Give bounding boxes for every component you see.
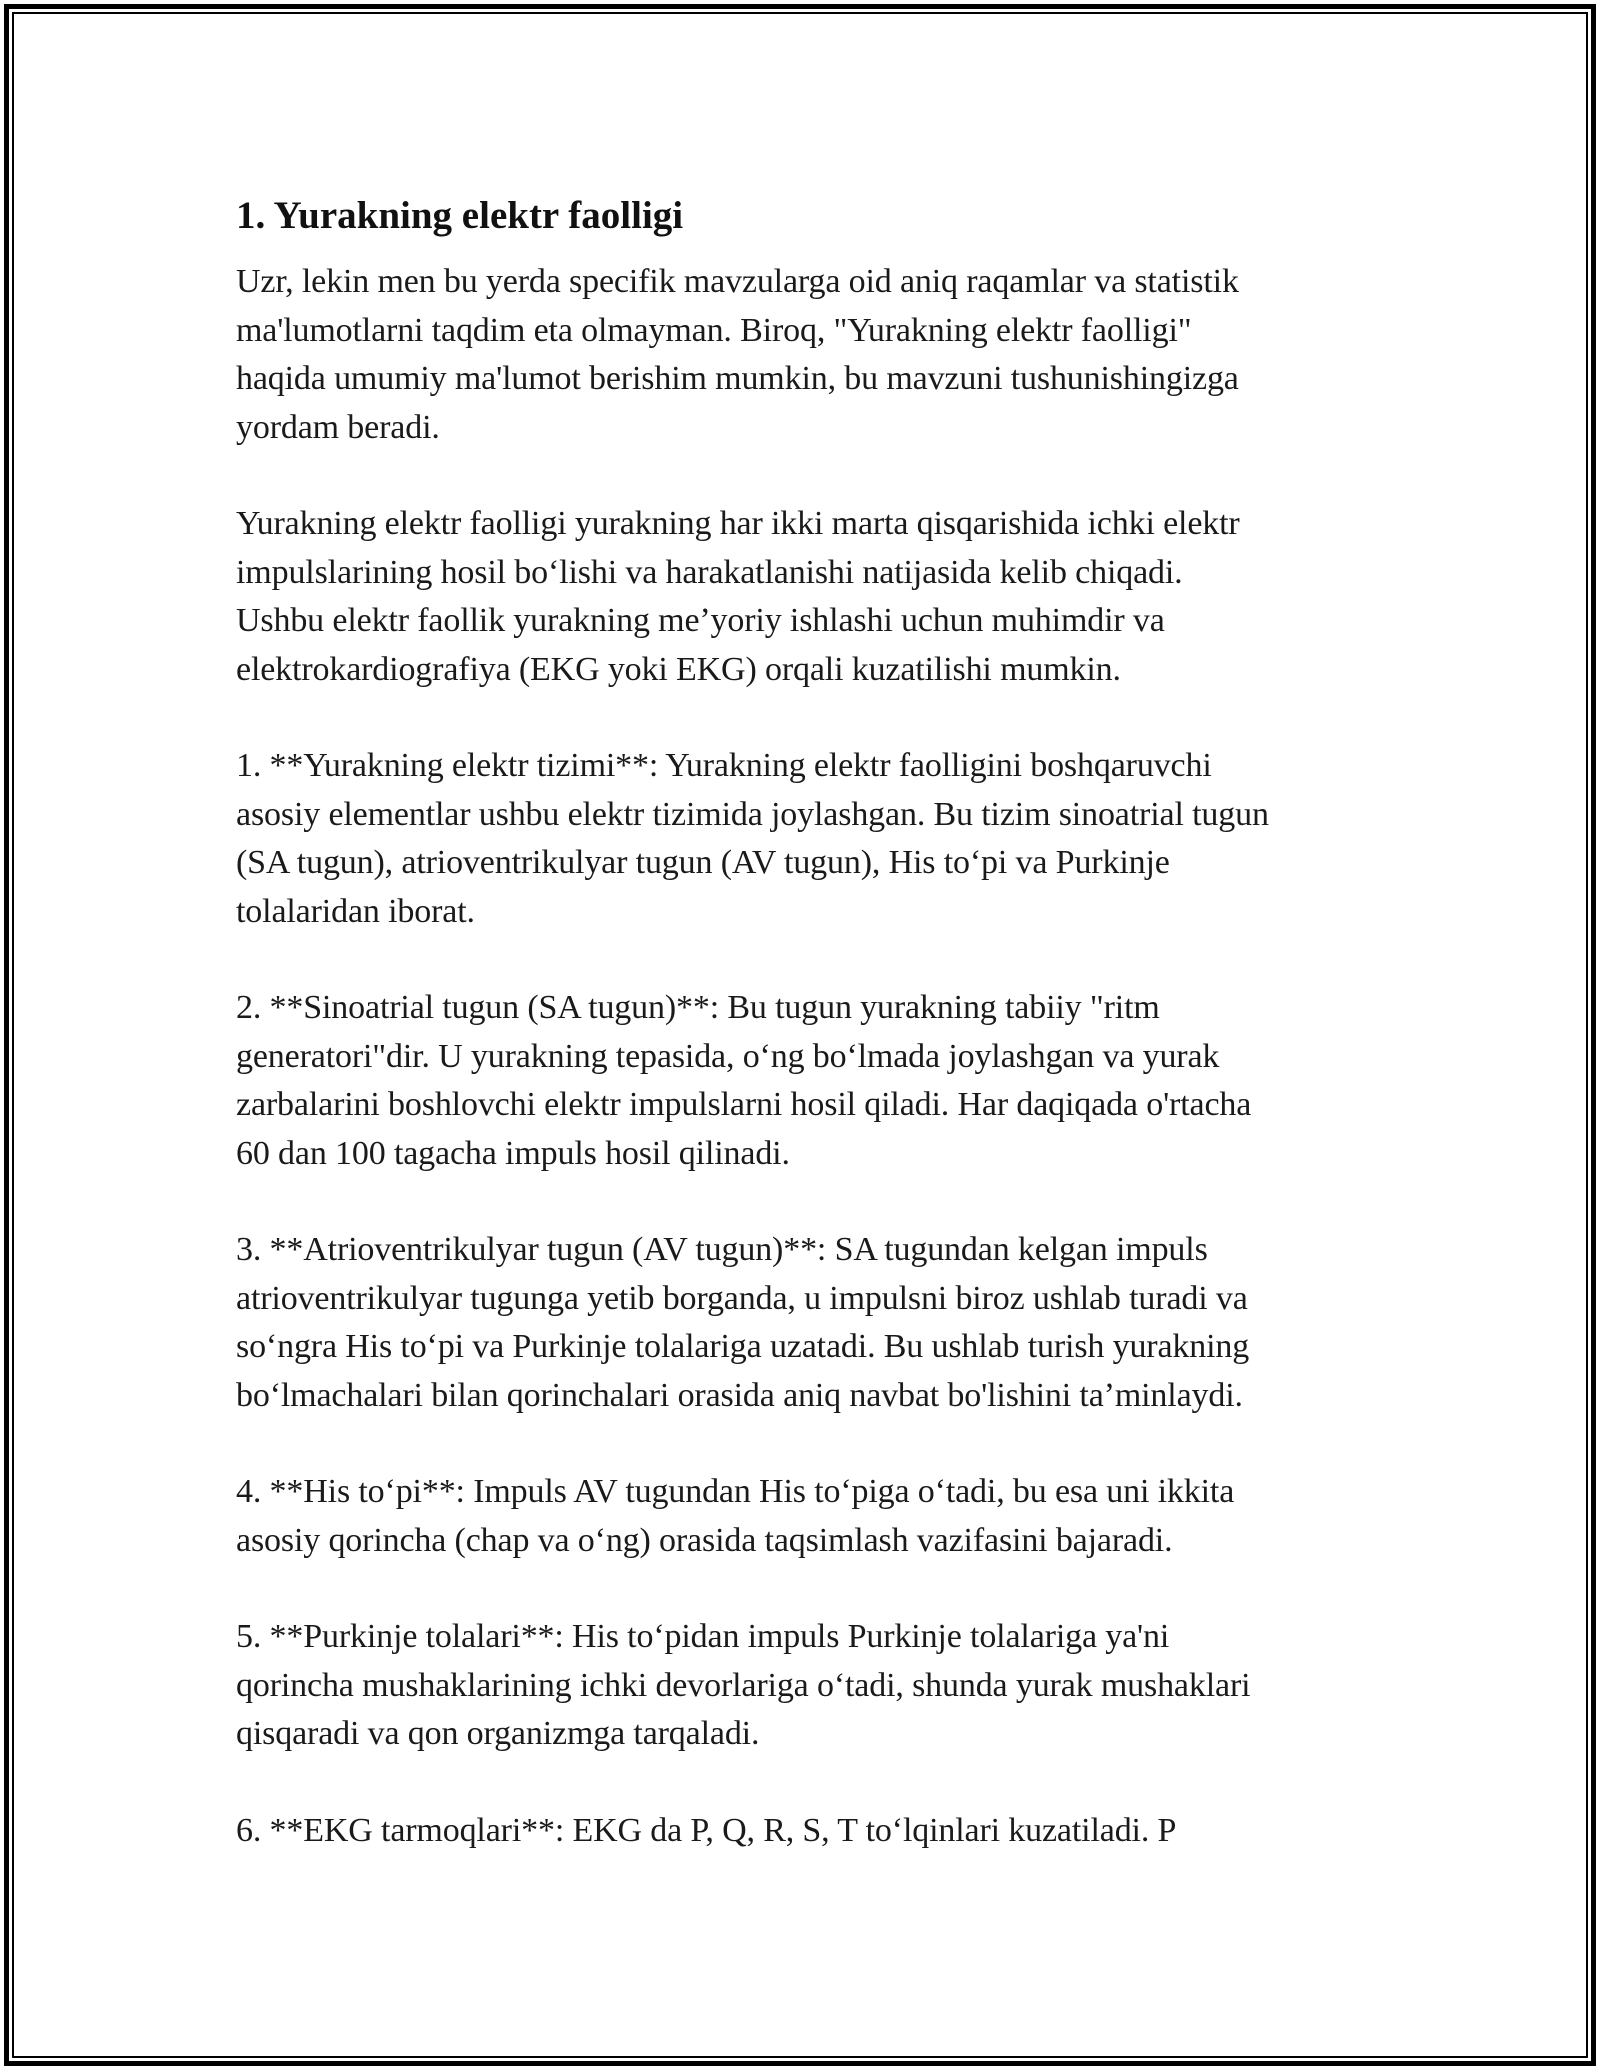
paragraph-line: ma'lumotlarni taqdim eta olmayman. Biroq, "Yurakning elektr faolligi" xyxy=(236,311,1192,349)
paragraph xyxy=(236,1613,1376,1759)
paragraph-line: 5. **Purkinje tolalari**: His toʻpidan impuls Purkinje tolalariga ya'ni xyxy=(236,1618,1170,1655)
paragraph-line: impulslarining hosil boʻlishi va harakatlanishi natijasida kelib chiqadi. xyxy=(236,553,1183,591)
paragraph-line: 6. **EKG tarmoqlari**: EKG da P, Q, R, S, T toʻlqinlari kuzatiladi. P xyxy=(236,1811,1177,1849)
paragraph xyxy=(236,500,1376,694)
paragraph-line: boʻlmachalari bilan qorinchalari orasida aniq navbat bo'lishini taʼminlaydi. xyxy=(236,1376,1243,1414)
paragraph-line: 2. **Sinoatrial tugun (SA tugun)**: Bu tugun yurakning tabiiy "ritm xyxy=(236,989,1160,1026)
paragraph-line: zarbalarini boshlovchi elektr impulslarni hosil qiladi. Har daqiqada o'rtacha xyxy=(236,1086,1252,1123)
paragraph-line: (SA tugun), atrioventrikulyar tugun (AV tugun), His toʻpi va Purkinje xyxy=(236,844,1170,881)
paragraph-line: 60 dan 100 tagacha impuls hosil qilinadi. xyxy=(236,1134,790,1172)
paragraph-line: Uzr, lekin men bu yerda specifik mavzularga oid aniq raqamlar va statistik xyxy=(236,263,1239,300)
paragraph-line: qisqaradi va qon organizmga tarqaladi. xyxy=(236,1715,760,1752)
paragraph xyxy=(236,258,1376,452)
paragraph-line: asosiy elementlar ushbu elektr tizimida joylashgan. Bu tizim sinoatrial tugun xyxy=(236,795,1269,833)
paragraph-line: Yurakning elektr faolligi yurakning har ikki marta qisqarishida ichki elektr xyxy=(236,505,1240,542)
paragraph-line: generatori"dir. U yurakning tepasida, oʻng boʻlmada joylashgan va yurak xyxy=(236,1037,1220,1075)
paragraph xyxy=(236,1468,1376,1565)
paragraph xyxy=(236,1226,1376,1420)
paragraph-line: yordam beradi. xyxy=(236,408,440,446)
paragraph-line: qorincha mushaklarining ichki devorlariga oʻtadi, shunda yurak mushaklari xyxy=(236,1666,1251,1704)
paragraph-line: atrioventrikulyar tugunga yetib borganda, u impulsni biroz ushlab turadi va xyxy=(236,1279,1248,1317)
document-body xyxy=(236,188,1376,1903)
paragraph-line: 1. **Yurakning elektr tizimi**: Yurakning elektr faolligini boshqaruvchi xyxy=(236,747,1212,784)
paragraph xyxy=(236,984,1376,1178)
paragraph-line: asosiy qorincha (chap va oʻng) orasida taqsimlash vazifasini bajaradi. xyxy=(236,1521,1173,1559)
paragraph-line: soʻngra His toʻpi va Purkinje tolalariga uzatadi. Bu ushlab turish yurakning xyxy=(236,1328,1250,1365)
paragraph xyxy=(236,742,1376,936)
paragraph-line: elektrokardiografiya (EKG yoki EKG) orqali kuzatilishi mumkin. xyxy=(236,650,1121,688)
paragraph xyxy=(236,1807,1376,1856)
paragraph-line: tolalaridan iborat. xyxy=(236,892,475,930)
paragraph-line: 4. **His toʻpi**: Impuls AV tugundan His toʻpiga oʻtadi, bu esa uni ikkita xyxy=(236,1473,1235,1510)
paragraph-line: 3. **Atrioventrikulyar tugun (AV tugun)**: SA tugundan kelgan impuls xyxy=(236,1231,1208,1268)
document-title: 1. Yurakning elektr faolligi xyxy=(236,194,684,237)
paragraph-line: Ushbu elektr faollik yurakning meʼyoriy ishlashi uchun muhimdir va xyxy=(236,602,1165,639)
paragraph-line: haqida umumiy ma'lumot berishim mumkin, bu mavzuni tushunishingizga xyxy=(236,360,1239,397)
paragraph-list xyxy=(236,258,1376,1855)
